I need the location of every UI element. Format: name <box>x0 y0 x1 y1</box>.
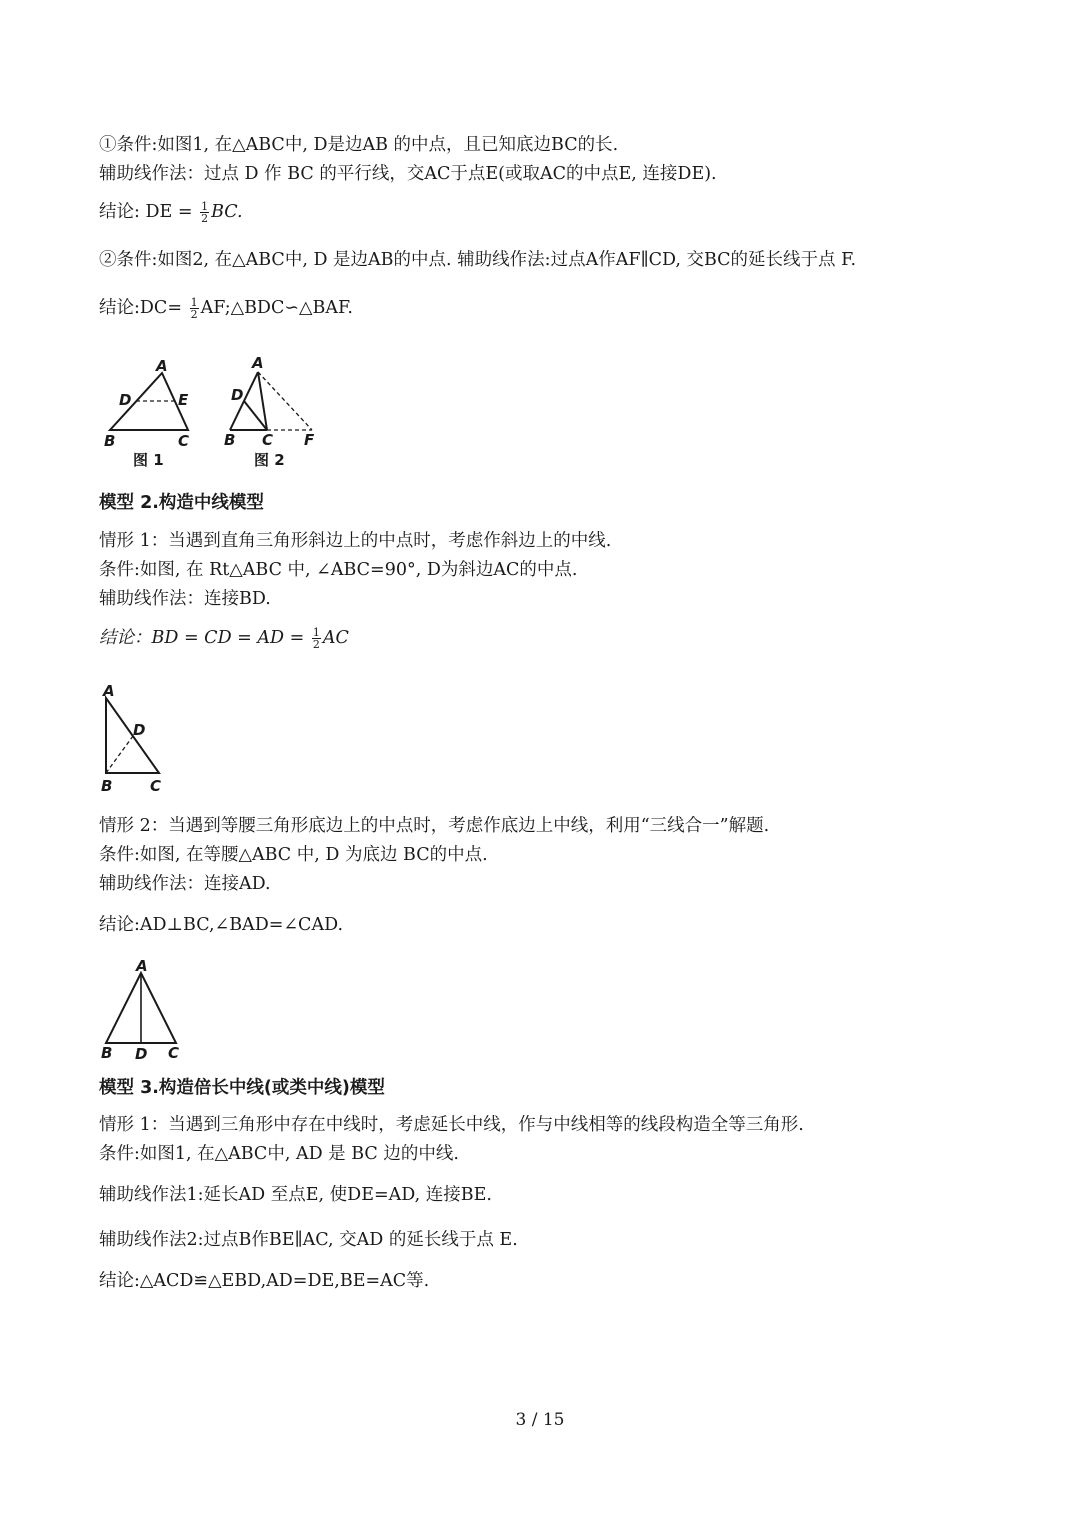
fraction-numerator: 1 <box>201 200 209 213</box>
conclusion-3-suffix: AC <box>322 628 349 648</box>
fraction-denominator: 2 <box>312 638 320 651</box>
text-line-conclusion-2 <box>99 296 353 320</box>
text-line-condition-4: 条件:如图, 在等腰△ABC 中, D 为底边 BC的中点. <box>99 845 488 865</box>
label-b: B <box>101 1044 113 1062</box>
label-a: A <box>103 682 115 700</box>
fraction-half <box>312 627 321 650</box>
figure-1-triangle <box>100 355 200 470</box>
label-d: D <box>231 386 244 404</box>
text-line-aux-4: 辅助线作法：连接AD. <box>99 874 271 894</box>
text-line-case-2: 情形 2：当遇到等腰三角形底边上的中点时，考虑作底边上中线，利用“三线合一”解题. <box>99 816 770 836</box>
fraction-numerator: 1 <box>312 626 320 639</box>
conclusion-1-suffix: BC. <box>211 202 243 222</box>
text-line-case-3: 情形 1：当遇到三角形中存在中线时，考虑延长中线，作与中线相等的线段构造全等三角形. <box>99 1115 804 1135</box>
fraction-half <box>190 297 199 320</box>
text-line-conclusion-1 <box>99 200 243 224</box>
label-b: B <box>104 432 116 450</box>
fraction-half <box>200 201 209 224</box>
text-line-conclusion-5: 结论:△ACD≌△EBD,AD=DE,BE=AC等. <box>99 1271 430 1291</box>
text-line-condition-3: 条件:如图, 在 Rt△ABC 中, ∠ABC=90°, D为斜边AC的中点. <box>99 560 578 580</box>
conclusion-2-suffix: AF;△BDC∽△BAF. <box>200 298 353 318</box>
label-b: B <box>101 777 113 795</box>
label-d: D <box>135 1045 148 1063</box>
label-d: D <box>119 391 132 409</box>
text-line-conclusion-4: 结论:AD⊥BC,∠BAD=∠CAD. <box>99 915 344 935</box>
text-line-aux-1: 辅助线作法：过点 D 作 BC 的平行线，交AC于点E(或取AC的中点E, 连接DE). <box>99 164 717 184</box>
text-line-aux-5b: 辅助线作法2:过点B作BE∥AC, 交AD 的延长线于点 E. <box>99 1230 518 1250</box>
figure-right-triangle <box>98 680 178 798</box>
text-line-conclusion-3 <box>99 626 349 650</box>
text-line-case-1: 情形 1：当遇到直角三角形斜边上的中点时，考虑作斜边上的中线. <box>99 531 612 551</box>
label-d: D <box>133 721 146 739</box>
figure-1-caption: 图 1 <box>133 451 164 469</box>
text-line-aux-3: 辅助线作法：连接BD. <box>99 589 271 609</box>
conclusion-3-prefix: 结论：BD = CD = AD = <box>99 628 305 648</box>
fraction-numerator: 1 <box>190 296 198 309</box>
heading-model-3: 模型 3.构造倍长中线(或类中线)模型 <box>99 1078 385 1098</box>
text-line-aux-5a: 辅助线作法1:延长AD 至点E, 使DE=AD, 连接BE. <box>99 1185 492 1205</box>
text-line-condition-1: ①条件:如图1, 在△ABC中, D是边AB 的中点，且已知底边BC的长. <box>99 135 619 155</box>
figure-2-caption: 图 2 <box>254 451 285 469</box>
heading-model-2: 模型 2.构造中线模型 <box>99 493 264 513</box>
label-e: E <box>178 391 189 409</box>
page-number: 3 / 15 <box>515 1410 565 1430</box>
figure-2-triangle <box>220 352 330 470</box>
conclusion-1-prefix: 结论: DE = <box>99 202 193 222</box>
label-b: B <box>224 431 236 449</box>
fraction-denominator: 2 <box>190 308 198 321</box>
label-f: F <box>304 431 315 449</box>
label-c: C <box>262 431 274 449</box>
label-c: C <box>168 1044 180 1062</box>
conclusion-2-prefix: 结论:DC= <box>99 298 182 318</box>
text-line-condition-2: ②条件:如图2, 在△ABC中, D 是边AB的中点. 辅助线作法:过点A作AF∥CD, 交BC的延长线于点 F. <box>99 250 857 270</box>
text-line-condition-5: 条件:如图1, 在△ABC中, AD 是 BC 边的中线. <box>99 1144 459 1164</box>
label-a: A <box>252 354 264 372</box>
label-a: A <box>156 357 168 375</box>
figure-isosceles-triangle <box>98 955 193 1065</box>
dashed-line-bd <box>106 736 133 773</box>
fraction-denominator: 2 <box>201 212 209 225</box>
label-a: A <box>136 957 148 975</box>
label-c: C <box>150 777 162 795</box>
label-c: C <box>178 432 190 450</box>
